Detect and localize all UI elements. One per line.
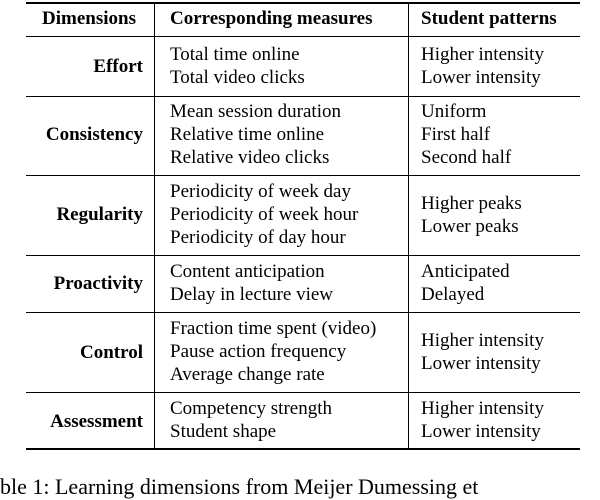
measure: Pause action frequency (170, 341, 347, 362)
measure: Periodicity of day hour (170, 227, 346, 248)
row-divider (26, 175, 580, 176)
row-divider (26, 312, 580, 313)
measure: Relative video clicks (170, 147, 330, 168)
row-divider (26, 96, 580, 97)
dimension-effort: Effort (93, 56, 143, 77)
measure: Content anticipation (170, 261, 325, 282)
measure: Delay in lecture view (170, 284, 334, 305)
column-separator (154, 2, 155, 450)
measure: Relative time online (170, 124, 325, 145)
measure: Average change rate (170, 364, 325, 385)
header-rule (26, 36, 580, 37)
measure: Total video clicks (170, 67, 305, 88)
measure: Student shape (170, 421, 277, 442)
header-patterns: Student patterns (421, 8, 557, 29)
pattern: Higher intensity (421, 398, 544, 419)
pattern: Anticipated (421, 261, 510, 282)
measure: Total time online (170, 44, 300, 65)
measure: Competency strength (170, 398, 332, 419)
measure: Periodicity of week day (170, 181, 351, 202)
dimension-consistency: Consistency (45, 124, 143, 145)
dimension-control: Control (80, 342, 143, 363)
dimension-regularity: Regularity (56, 204, 143, 225)
pattern: Uniform (421, 101, 487, 122)
pattern: Higher intensity (421, 44, 544, 65)
measure: Mean session duration (170, 101, 341, 122)
header-dimensions: Dimensions (42, 8, 136, 29)
pattern: Second half (421, 147, 512, 168)
header-measures: Corresponding measures (170, 8, 373, 29)
column-separator (408, 2, 409, 450)
pattern: First half (421, 124, 491, 145)
top-rule (26, 2, 580, 4)
pattern: Lower intensity (421, 67, 541, 88)
pattern: Higher peaks (421, 193, 522, 214)
dimension-assessment: Assessment (50, 411, 143, 432)
pattern: Delayed (421, 284, 485, 305)
table-caption: ble 1: Learning dimensions from Meijer Dumessing et (0, 474, 479, 499)
bottom-rule (26, 448, 580, 450)
pattern: Higher intensity (421, 330, 544, 351)
pattern: Lower peaks (421, 216, 519, 237)
measure: Fraction time spent (video) (170, 318, 377, 339)
dimension-proactivity: Proactivity (53, 273, 143, 294)
row-divider (26, 255, 580, 256)
measure: Periodicity of week hour (170, 204, 359, 225)
pattern: Lower intensity (421, 353, 541, 374)
row-divider (26, 392, 580, 393)
pattern: Lower intensity (421, 421, 541, 442)
